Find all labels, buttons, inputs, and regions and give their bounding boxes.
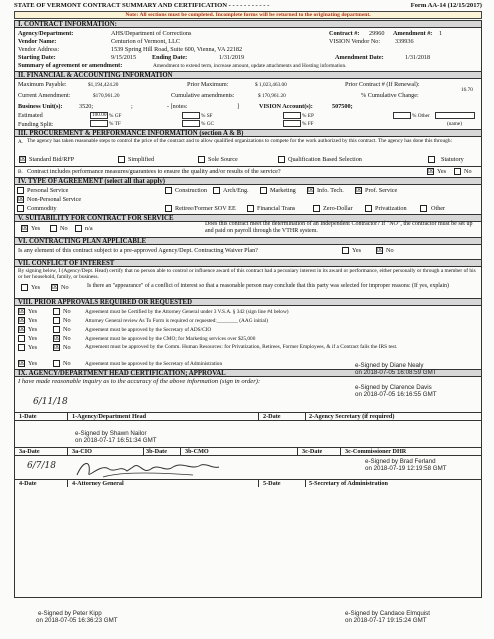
sign-row-1-divider bbox=[305, 412, 306, 420]
sign-row-3-divider bbox=[67, 479, 68, 487]
non-personal-service-checkbox[interactable]: ☒ bbox=[18, 195, 25, 203]
sign-4-date-label: 4-Date bbox=[19, 480, 37, 487]
approval-3-yes-checkbox[interactable]: ☒ bbox=[19, 325, 26, 333]
approval-2-text: Attorney General review As To Form is required or requested:________ (AAG initial) bbox=[85, 318, 268, 324]
sign-1-date-label: 1-Date bbox=[19, 413, 37, 420]
ending-date-label: Ending Date: bbox=[152, 54, 188, 61]
esign-davis bbox=[355, 385, 437, 399]
prior-max-label: Prior Maximum: bbox=[187, 81, 229, 88]
sign-row-1-divider bbox=[67, 412, 68, 420]
section-suitability-title: V. SUITABILITY FOR CONTRACT FOR SERVICE bbox=[15, 214, 481, 222]
starting-date-label: Starting Date: bbox=[18, 54, 56, 61]
sign-row-2-divider bbox=[143, 447, 144, 455]
retiree-label: Retiree/Former SOV EE bbox=[175, 205, 236, 212]
section-certification-title: IX. AGENCY/DEPARTMENT HEAD CERTIFICATION; APPROVAL bbox=[15, 369, 481, 377]
vision-vendor-label: VISION Vendor No: bbox=[329, 38, 381, 45]
vision-accounts-label: VISION Account(s): bbox=[259, 103, 313, 110]
fund-sf-input[interactable] bbox=[182, 112, 200, 119]
vendor-name-label: Vendor Name: bbox=[18, 38, 57, 45]
sign-row-2-divider bbox=[67, 447, 68, 455]
fund-ff-label: % FF bbox=[302, 121, 314, 127]
handwritten-date-1: 6/11/18 bbox=[33, 397, 68, 407]
performance-no-label: No bbox=[464, 168, 472, 175]
section-agreement-type-title: IV. TYPE OF AGREEMENT (select all that apply) bbox=[15, 177, 481, 185]
section-procurement-title: III. PROCUREMENT & PERFORMANCE INFORMATION (section A & B) bbox=[15, 129, 481, 137]
arch-eng-checkbox[interactable] bbox=[213, 187, 220, 194]
esign-ferland-name: e-Signed by Brad Ferland bbox=[365, 458, 436, 465]
non-personal-service-label: Non-Personal Service bbox=[27, 196, 82, 203]
statutory-label: Statutory bbox=[441, 156, 464, 163]
fund-ep-label: % EP bbox=[302, 113, 314, 119]
commodity-checkbox[interactable] bbox=[17, 205, 24, 212]
privatization-label: Privatization bbox=[375, 205, 407, 212]
ending-date-value: 1/31/2019 bbox=[219, 54, 245, 61]
commodity-label: Commodity bbox=[27, 205, 57, 212]
personal-service-label: Personal Service bbox=[27, 187, 69, 194]
handwritten-date-4: 6/7/18 bbox=[27, 461, 56, 471]
vendor-address-value: 1539 Spring Hill Road, Suite 600, Vienna, VA 22182 bbox=[111, 46, 243, 53]
business-units-label: Business Unit(s): bbox=[18, 103, 63, 110]
form-header bbox=[14, 2, 482, 10]
approval-6-text: Agreement must be approved by the Secretary of Administration bbox=[85, 361, 223, 367]
business-units-sep: ; bbox=[131, 103, 133, 110]
amendment-date-label: Amendment Date: bbox=[335, 54, 384, 61]
approval-2-yes-label: Yes bbox=[28, 317, 38, 324]
approval-1-yes-checkbox[interactable]: ☒ bbox=[19, 307, 26, 315]
sign-3a-date-label: 3a-Date bbox=[19, 448, 40, 455]
performance-no-checkbox[interactable] bbox=[454, 168, 461, 175]
business-units-value: 3520; bbox=[79, 103, 94, 110]
contract-number-label: Contract #: bbox=[329, 30, 360, 37]
approval-4-no-label: No bbox=[63, 335, 71, 342]
notes-close: ] bbox=[237, 103, 240, 110]
esign-nailor bbox=[75, 431, 157, 445]
sign-row-2-divider bbox=[340, 447, 341, 455]
sole-source-label: Sole Source bbox=[208, 156, 238, 163]
performance-yes-checkbox[interactable]: ☒ bbox=[428, 167, 435, 175]
esign-kipp-date: on 2018-07-05 16:36:23 GMT bbox=[36, 616, 118, 624]
form-number: Form AA-14 (12/15/2017) bbox=[410, 2, 482, 9]
notes-label: - [notes: bbox=[167, 103, 188, 110]
approval-5-text: Agreement must be approved by the Comm. Human Resources: for Privatization, Retirees, Former Employees, & if a Contract fails the IRS test. bbox=[85, 344, 398, 350]
form-title: STATE OF VERMONT CONTRACT SUMMARY AND CERTIFICATION - - - - - - - - - - - bbox=[14, 2, 270, 9]
approval-2-no-checkbox[interactable] bbox=[53, 317, 60, 324]
vendor-address-label: Vendor Address: bbox=[18, 46, 60, 53]
sign-3c-date-label: 3c-Date bbox=[302, 448, 323, 455]
current-amendment-value: $170,961.20 bbox=[93, 93, 120, 99]
sign-2-date-label: 2-Date bbox=[263, 413, 281, 420]
sole-source-checkbox[interactable] bbox=[198, 156, 205, 163]
standard-bid-checkbox[interactable]: ☒ bbox=[20, 155, 27, 163]
approval-6-yes-label: Yes bbox=[28, 360, 38, 367]
esign-kipp bbox=[36, 611, 118, 625]
fund-gf-input[interactable]: 100.00 bbox=[92, 112, 107, 118]
vision-vendor-value: 339936 bbox=[395, 38, 414, 45]
zero-dollar-checkbox[interactable] bbox=[313, 205, 320, 212]
waiver-yes-checkbox[interactable] bbox=[342, 247, 349, 254]
arch-eng-label: Arch/Eng. bbox=[223, 187, 249, 194]
contractor-no-label: No bbox=[60, 225, 68, 232]
contractor-na-checkbox[interactable] bbox=[75, 225, 82, 232]
pct-change-value: 16.70 bbox=[461, 87, 473, 93]
financial-trans-label: Financial Trans bbox=[257, 205, 296, 212]
sign-5-date-label: 5-Date bbox=[263, 480, 281, 487]
section-a-letter: A. bbox=[18, 139, 24, 145]
amendment-date-value: 1/31/2018 bbox=[405, 54, 431, 61]
waiver-plan-question: Is any element of this contract subject to a pre-approved Agency/Dept. Contracting Waiver Plan? bbox=[18, 247, 258, 254]
standard-bid-label: Standard Bid/RFP bbox=[29, 156, 75, 163]
approval-4-text: Agreement must be approved by the CMO; for Marketing services over $25,000 bbox=[85, 336, 256, 342]
sign-5-admin-label: 5-Secretary of Administration bbox=[309, 480, 388, 487]
waiver-no-checkbox[interactable]: ☒ bbox=[377, 246, 384, 254]
funding-split-label: Funding Split: bbox=[18, 121, 54, 128]
approval-1-no-checkbox[interactable] bbox=[53, 308, 60, 315]
statutory-checkbox[interactable] bbox=[428, 156, 435, 163]
agency-label: Agency/Department: bbox=[18, 30, 74, 37]
conflict-no-checkbox[interactable]: ☒ bbox=[52, 283, 59, 291]
esign-nealy-date: on 2018-07-05 16:08:59 GMT bbox=[355, 368, 437, 376]
max-payable-label: Maximum Payable: bbox=[18, 81, 67, 88]
amendment-number-label: Amendment #: bbox=[393, 30, 433, 37]
section-b-letter: B. bbox=[18, 169, 23, 175]
esign-davis-date: on 2018-07-05 16:16:55 GMT bbox=[355, 390, 437, 398]
attorney-general-signature bbox=[73, 457, 223, 481]
section-b-text: Contract includes performance measures/guarantees to ensure the quality and/or results of the service? bbox=[27, 168, 281, 175]
completion-note: Note: All sections must be completed. Incomplete forms will be returned to the originating department. bbox=[14, 11, 482, 19]
section-prior-approvals-title: VIII. PRIOR APPROVALS REQUIRED OR REQUESTED bbox=[15, 298, 481, 306]
prof-service-label: Prof. Service bbox=[365, 187, 398, 194]
qbs-checkbox[interactable] bbox=[278, 156, 285, 163]
section-contracting-plan-title: VI. CONTRACTING PLAN APPLICABLE bbox=[15, 237, 481, 245]
marketing-label: Marketing bbox=[270, 187, 296, 194]
section-a-text: The agency has taken reasonable steps to control the price of the contract and to allow qualified organizations to compete for the work authorized by this contract. The agency has done this through: bbox=[27, 138, 453, 144]
esign-ferland bbox=[365, 459, 447, 473]
privatization-checkbox[interactable] bbox=[365, 205, 372, 212]
fund-ff-input[interactable] bbox=[283, 120, 301, 127]
current-amendment-label: Current Amendment: bbox=[18, 92, 71, 99]
approval-6-no-checkbox[interactable] bbox=[53, 360, 60, 367]
contractor-na-label: n/a bbox=[85, 225, 93, 232]
fund-sf-label: % SF bbox=[201, 113, 213, 119]
contractor-yes-label: Yes bbox=[31, 225, 41, 232]
sign-3c-dhr-label: 3c-Commissioner DHR bbox=[345, 448, 407, 455]
agency-value: AHS/Department of Corrections bbox=[111, 30, 192, 37]
approval-5-no-label: No bbox=[63, 344, 71, 351]
section-contract-info-title: I. CONTRACT INFORMATION: bbox=[15, 20, 481, 28]
esign-ferland-date: on 2018-07-19 12:19:58 GMT bbox=[365, 464, 447, 472]
fund-gc-label: % GC bbox=[201, 121, 215, 127]
form-frame bbox=[14, 20, 482, 598]
fund-other-note: (name) bbox=[447, 121, 462, 127]
approval-3-no-label: No bbox=[63, 326, 71, 333]
marketing-checkbox[interactable] bbox=[260, 187, 267, 194]
esign-elmquist-name: e-Signed by Candace Elmquist bbox=[345, 610, 430, 617]
zero-dollar-label: Zero-Dollar bbox=[323, 205, 353, 212]
performance-yes-label: Yes bbox=[437, 168, 447, 175]
sign-3b-cmo-label: 3b-CMO bbox=[185, 448, 209, 455]
fund-other-name-input[interactable] bbox=[435, 112, 475, 119]
sign-3b-date-label: 3b-Date bbox=[146, 448, 167, 455]
estimated-label: Estimated bbox=[18, 112, 43, 119]
approval-5-yes-label: Yes bbox=[28, 344, 38, 351]
contractor-yes-checkbox[interactable]: ☒ bbox=[22, 224, 29, 232]
pct-change-label: % Cumulative Change: bbox=[361, 92, 419, 99]
approval-4-yes-checkbox[interactable] bbox=[18, 335, 25, 342]
conflict-yes-label: Yes bbox=[31, 284, 41, 291]
approval-5-no-checkbox[interactable]: ☒ bbox=[54, 343, 61, 351]
approval-2-yes-checkbox[interactable]: ☒ bbox=[19, 316, 26, 324]
info-tech-label: Info. Tech. bbox=[317, 187, 344, 194]
prior-max-value: $ 1,023,463.00 bbox=[255, 82, 287, 88]
conflict-statement: By signing below, I (Agency/Dept. Head) certify that no person able to control or influence award of this contract had a pecuniary interest in its award or performance, either personally or through a member of his or her household, family, or business. bbox=[18, 268, 476, 281]
summary-label: Summary of agreement or amendment: bbox=[18, 62, 123, 69]
prior-contract-label: Prior Contract # (If Renewal): bbox=[345, 81, 420, 88]
contractor-question: Does this contract meet the determination of an Independent Contractor? If "NO", the contractor must be set up and paid on payroll through the VTHR system. bbox=[205, 221, 473, 235]
esign-nealy bbox=[355, 363, 437, 377]
starting-date-value: 9/15/2015 bbox=[111, 54, 137, 61]
esign-kipp-name: e-Signed by Peter Kipp bbox=[38, 610, 102, 617]
approval-3-no-checkbox[interactable] bbox=[53, 326, 60, 333]
approval-3-text: Agreement must be approved by the Secretary of ADS/CIO bbox=[85, 327, 212, 333]
construction-checkbox[interactable] bbox=[165, 187, 172, 194]
esign-nailor-name: e-Signed by Shawn Nailor bbox=[75, 430, 147, 437]
approval-4-no-checkbox[interactable]: ☒ bbox=[54, 334, 61, 342]
amendment-number-value: 1 bbox=[439, 30, 443, 37]
sign-1-head-label: 1-Agency/Department Head bbox=[72, 413, 147, 420]
fund-ep-input[interactable] bbox=[283, 112, 301, 119]
divider-line bbox=[15, 166, 481, 167]
summary-value: Amendment to extend term, increase amount, update attachments and Hosting information. bbox=[153, 63, 347, 69]
simplified-checkbox[interactable] bbox=[118, 156, 125, 163]
conflict-yes-checkbox[interactable] bbox=[21, 284, 28, 291]
waiver-no-label: No bbox=[386, 247, 394, 254]
cumulative-value: $ 170,961.20 bbox=[258, 93, 286, 99]
retiree-checkbox[interactable] bbox=[165, 205, 172, 212]
approval-1-text: Agreement must be Certified by the Attorney General under 3 V.S.A. § 342 (sign line #4 below) bbox=[85, 309, 289, 315]
approval-1-yes-label: Yes bbox=[28, 308, 38, 315]
esign-davis-name: e-Signed by Clarence Davis bbox=[355, 384, 432, 391]
cumulative-label: Cumulative amendments: bbox=[171, 92, 235, 99]
sign-row-2-divider bbox=[180, 447, 181, 455]
sign-row-1-bottom bbox=[15, 420, 481, 421]
approval-6-yes-checkbox[interactable]: ☒ bbox=[19, 359, 26, 367]
sign-row-3-divider bbox=[258, 479, 259, 487]
fund-gc-input[interactable] bbox=[182, 120, 200, 127]
sign-row-2-divider bbox=[297, 447, 298, 455]
approval-2-no-label: No bbox=[63, 317, 71, 324]
personal-service-checkbox[interactable] bbox=[17, 187, 24, 194]
conflict-no-label: No bbox=[61, 284, 69, 291]
sign-4-ag-label: 4-Attorney General bbox=[72, 480, 124, 487]
info-tech-checkbox[interactable]: ☒ bbox=[308, 186, 315, 194]
esign-nealy-name: e-Signed by Diane Nealy bbox=[355, 362, 424, 369]
other-type-checkbox[interactable] bbox=[420, 205, 427, 212]
contract-number-value: 29960 bbox=[369, 30, 385, 37]
vendor-name-value: Centurion of Vermont, LLC bbox=[111, 38, 180, 45]
fund-other-input[interactable] bbox=[393, 112, 411, 119]
esign-elmquist-date: on 2018-07-17 19:15:24 GMT bbox=[345, 616, 427, 624]
financial-trans-checkbox[interactable] bbox=[247, 205, 254, 212]
approval-3-yes-label: Yes bbox=[28, 326, 38, 333]
fund-tf-label: % TF bbox=[109, 121, 121, 127]
esign-elmquist bbox=[345, 611, 430, 625]
fund-other-label: % Other bbox=[412, 113, 430, 119]
conflict-question: Is there an "appearance" of a conflict of interest so that a reasonable person may conclude that this party was selected for improper reasons: (If yes, explain) bbox=[87, 283, 449, 289]
sign-row-3-divider bbox=[305, 479, 306, 487]
approval-5-yes-checkbox[interactable] bbox=[18, 344, 25, 351]
qbs-label: Qualification Based Selection bbox=[288, 156, 362, 163]
max-payable-value: $1,194,424.20 bbox=[88, 82, 119, 88]
sign-2-secretary-label: 2-Agency Secretary (if required) bbox=[309, 413, 395, 420]
simplified-label: Simplified bbox=[128, 156, 155, 163]
fund-tf-input[interactable] bbox=[90, 120, 108, 127]
esign-nailor-date: on 2018-07-17 16:51:34 GMT bbox=[75, 436, 157, 444]
vision-accounts-value: 507500; bbox=[332, 103, 353, 110]
sign-row-1-divider bbox=[258, 412, 259, 420]
prof-service-checkbox[interactable]: ☒ bbox=[356, 186, 363, 194]
contractor-no-checkbox[interactable] bbox=[50, 225, 57, 232]
other-type-label: Other bbox=[431, 205, 446, 212]
approval-1-no-label: No bbox=[63, 308, 71, 315]
sign-row-2-bottom bbox=[15, 455, 481, 456]
approval-6-no-label: No bbox=[63, 360, 71, 367]
approval-4-yes-label: Yes bbox=[28, 335, 38, 342]
sign-3a-cio-label: 3a-CIO bbox=[72, 448, 92, 455]
certification-intro: I have made reasonable inquiry as to the accuracy of the above information (sign in order): bbox=[18, 378, 261, 385]
section-conflict-title: VII. CONFLICT OF INTEREST bbox=[15, 259, 481, 267]
fund-gf-label: % GF bbox=[109, 113, 122, 119]
section-financial-title: II. FINANCIAL & ACCOUNTING INFORMATION bbox=[15, 71, 481, 79]
waiver-yes-label: Yes bbox=[352, 247, 362, 254]
construction-label: Construction bbox=[175, 187, 207, 194]
